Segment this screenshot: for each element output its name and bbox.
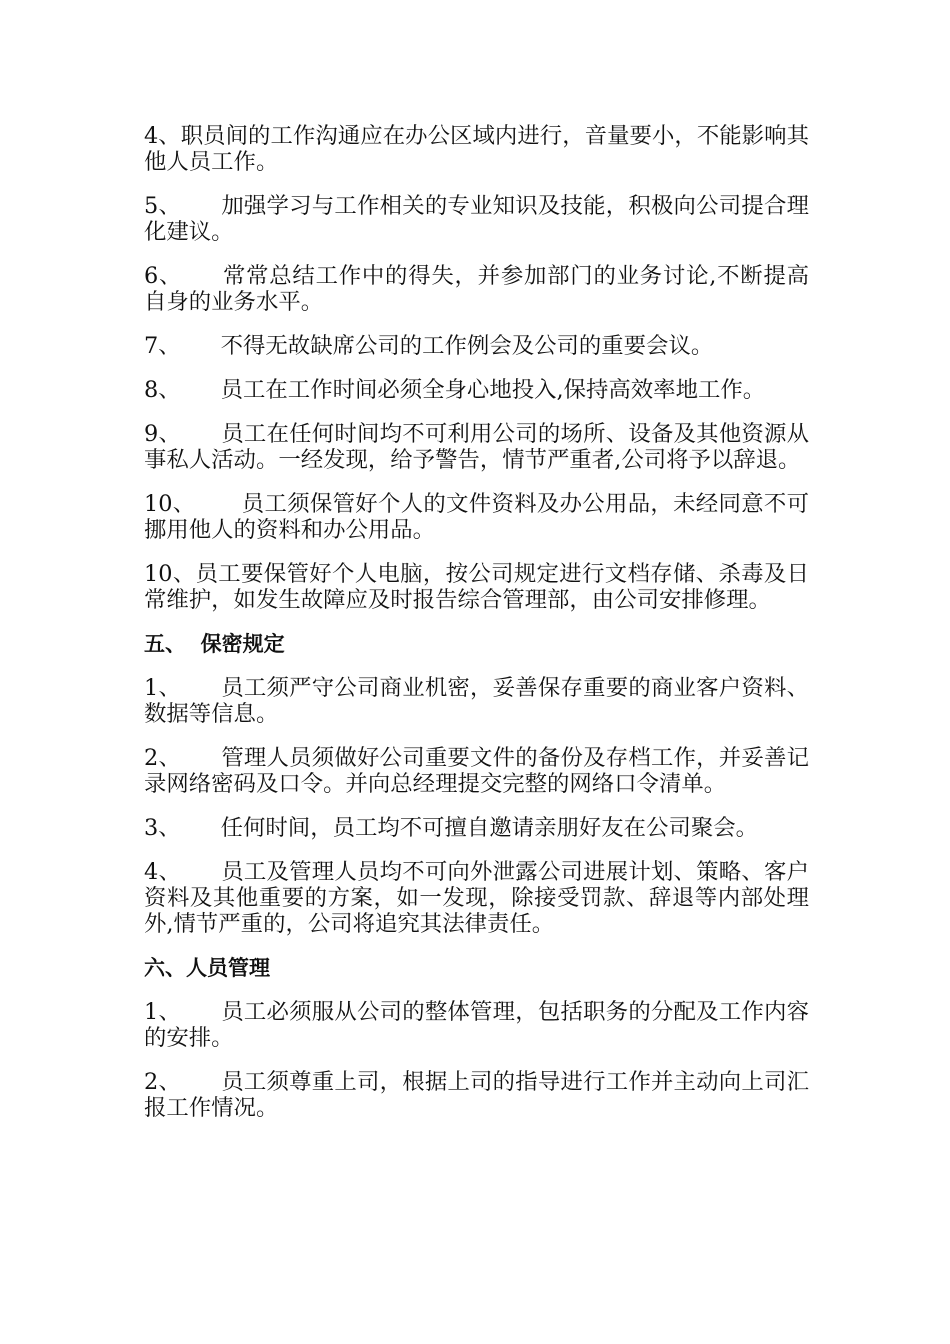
item-number: 2、 (144, 1069, 182, 1095)
item-number: 9、 (144, 421, 182, 447)
list-item (144, 1069, 809, 1121)
list-item (144, 859, 809, 937)
list-item (144, 745, 809, 797)
item-number: 1、 (144, 675, 182, 701)
item-text: 员工要保管好个人电脑，按公司规定进行文档存储、杀毒及日常维护，如发生故障应及时报告综合管理部，由公司安排修理。 (144, 561, 810, 613)
section-heading: 五、 保密规定 (144, 632, 285, 656)
item-text: 常常总结工作中的得失，并参加部门的业务讨论,不断提高自身的业务水平。 (144, 263, 809, 315)
item-text: 员工及管理人员均不可向外泄露公司进展计划、策略、客户资料及其他重要的方案，如一发现，除接受罚款、辞退等内部处理外,情节严重的，公司将追究其法律责任。 (144, 859, 810, 937)
item-text: 职员间的工作沟通应在办公区域内进行，音量要小，不能影响其他人员工作。 (144, 123, 809, 175)
list-item (144, 333, 809, 359)
list-item (144, 815, 809, 841)
item-number: 4、 (144, 123, 181, 149)
item-number: 4、 (144, 859, 182, 885)
item-text: 不得无故缺席公司的工作例会及公司的重要会议。 (220, 333, 714, 359)
item-text: 员工在任何时间均不可利用公司的场所、设备及其他资源从事私人活动。一经发现，给予警告，情节严重者,公司将予以辞退。 (144, 421, 810, 473)
item-number: 8、 (144, 377, 181, 403)
section-heading: 六、人员管理 (144, 956, 270, 980)
list-item (144, 561, 809, 613)
item-number: 2、 (144, 745, 182, 771)
item-number: 1、 (144, 999, 182, 1025)
list-item (144, 999, 809, 1051)
item-text: 员工在工作时间必须全身心地投入,保持高效率地工作。 (220, 377, 766, 403)
list-item (144, 377, 809, 403)
item-text: 任何时间，员工均不可擅自邀请亲朋好友在公司聚会。 (220, 815, 759, 841)
list-item (144, 123, 809, 175)
item-text: 员工须严守公司商业机密，妥善保存重要的商业客户资料、数据等信息。 (144, 675, 810, 727)
list-item (144, 263, 809, 315)
item-number: 7、 (144, 333, 181, 359)
item-text: 加强学习与工作相关的专业知识及技能，积极向公司提合理化建议。 (144, 193, 810, 245)
document-body (144, 123, 809, 1139)
item-text: 员工须尊重上司，根据上司的指导进行工作并主动向上司汇报工作情况。 (144, 1069, 810, 1121)
item-text: 管理人员须做好公司重要文件的备份及存档工作，并妥善记录网络密码及口令。并向总经理提交完整的网络口令清单。 (144, 745, 810, 797)
item-number: 10、 (144, 491, 196, 517)
list-item (144, 193, 809, 245)
item-number: 5、 (144, 193, 182, 219)
item-number: 10、 (144, 561, 196, 587)
item-number: 6、 (144, 263, 183, 289)
item-text: 员工必须服从公司的整体管理，包括职务的分配及工作内容的安排。 (144, 999, 810, 1051)
list-item (144, 491, 809, 543)
item-number: 3、 (144, 815, 181, 841)
list-item (144, 421, 809, 473)
item-text: 员工须保管好个人的文件资料及办公用品，未经同意不可挪用他人的资料和办公用品。 (144, 491, 809, 543)
list-item (144, 675, 809, 727)
